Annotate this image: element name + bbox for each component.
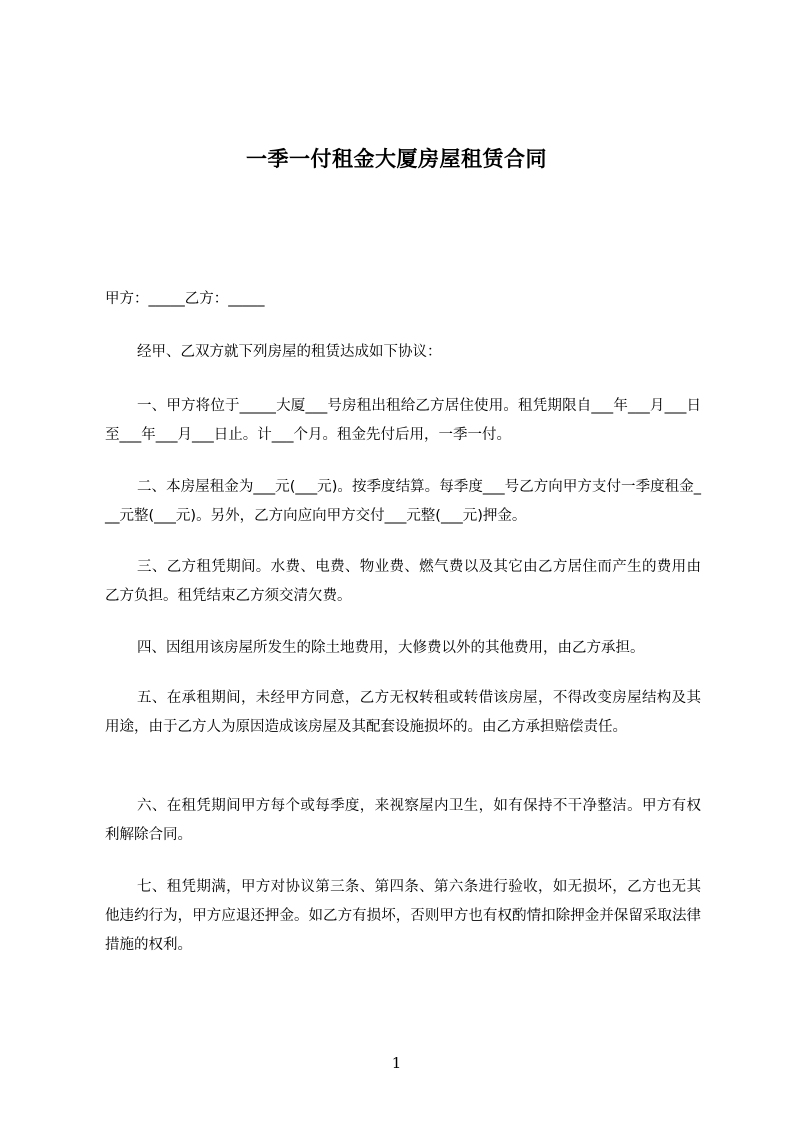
clause-7: 七、租凭期满，甲方对协议第三条、第四条、第六条进行验收，如无损坏，乙方也无其他违约行为，甲方应退还押金。如乙方有损坏，否则甲方也有权酌情扣除押金并保留采取法律措施的权利。: [105, 879, 701, 953]
clause-3: 三、乙方租凭期间。水费、电费、物业费、燃气费以及其它由乙方居住而产生的费用由乙方负担。租凭结束乙方须交清欠费。: [105, 559, 701, 604]
document-title: 一季一付租金大厦房屋租赁合同: [246, 147, 547, 171]
clause-6: 六、在租凭期间甲方每个或每季度，来视察屋内卫生，如有保持不干净整洁。甲方有权利解除合同。: [105, 798, 701, 843]
parties-line: 甲方：_____乙方：_____: [105, 291, 265, 307]
clause-1: 一、甲方将位于_____大厦___号房租出租给乙方居住使用。租凭期限自___年___月___日至___年___月___日止。计___个月。租金先付后用，一季一付。: [105, 398, 701, 443]
clause-5: 五、在承租期间，未经甲方同意，乙方无权转租或转借该房屋，不得改变房屋结构及其用途，由于乙方人为原因造成该房屋及其配套设施损坏的。由乙方承担赔偿责任。: [105, 690, 701, 735]
intro-paragraph: 经甲、乙双方就下列房屋的租赁达成如下协议：: [137, 344, 442, 360]
clause-2: 二、本房屋租金为___元(___元)。按季度结算。每季度___号乙方向甲方支付一季度租金___元整(___元)。另外，乙方向应向甲方交付___元整(___元)押金。: [105, 479, 701, 524]
clause-4: 四、因组用该房屋所发生的除土地费用，大修费以外的其他费用，由乙方承担。: [137, 640, 645, 656]
page-number: 1: [391, 1054, 402, 1072]
